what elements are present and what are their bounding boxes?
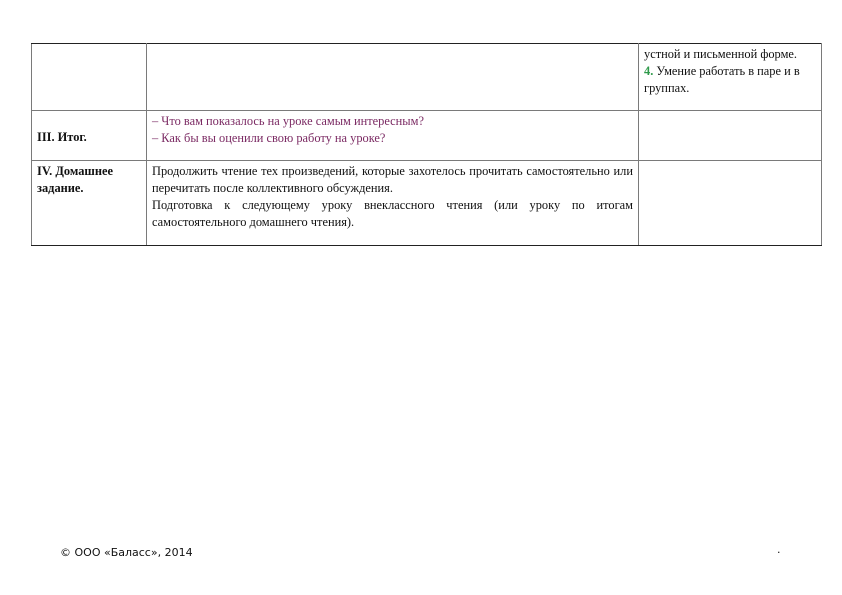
question-line: – Что вам показалось на уроке самым интересным? bbox=[152, 114, 424, 128]
result-cell bbox=[639, 161, 822, 246]
homework-paragraph: Продолжить чтение тех произведений, которые захотелось прочитать самостоятельно или перечитать после коллективного обсуждения. bbox=[152, 164, 633, 195]
result-cell bbox=[639, 111, 822, 161]
stage-cell bbox=[32, 111, 147, 161]
footer-copyright: © ООО «Баласс», 2014 bbox=[60, 546, 193, 559]
question-line: – Как бы вы оценили свою работу на уроке? bbox=[152, 131, 386, 145]
table-row bbox=[32, 111, 822, 161]
stage-label: III. Итог. bbox=[37, 130, 87, 144]
item-number: 4. bbox=[644, 64, 654, 78]
content-cell bbox=[147, 44, 639, 111]
result-cell bbox=[639, 44, 822, 111]
content-cell bbox=[147, 161, 639, 246]
homework-paragraph: Подготовка к следующему уроку внеклассного чтения (или уроку по итогам самостоятельного домашнего чтения). bbox=[152, 198, 633, 229]
table-row bbox=[32, 161, 822, 246]
table-row bbox=[32, 44, 822, 111]
stage-cell bbox=[32, 44, 147, 111]
result-item bbox=[644, 63, 816, 97]
result-item-text: Умение работать в паре и в группах. bbox=[644, 64, 800, 95]
stage-cell bbox=[32, 161, 147, 246]
result-line: устной и письменной форме. bbox=[644, 47, 798, 61]
stage-label: IV. Домашнее задание. bbox=[37, 164, 114, 195]
page-mark: . bbox=[777, 543, 781, 556]
lesson-plan-table bbox=[31, 43, 822, 246]
content-cell bbox=[147, 111, 639, 161]
